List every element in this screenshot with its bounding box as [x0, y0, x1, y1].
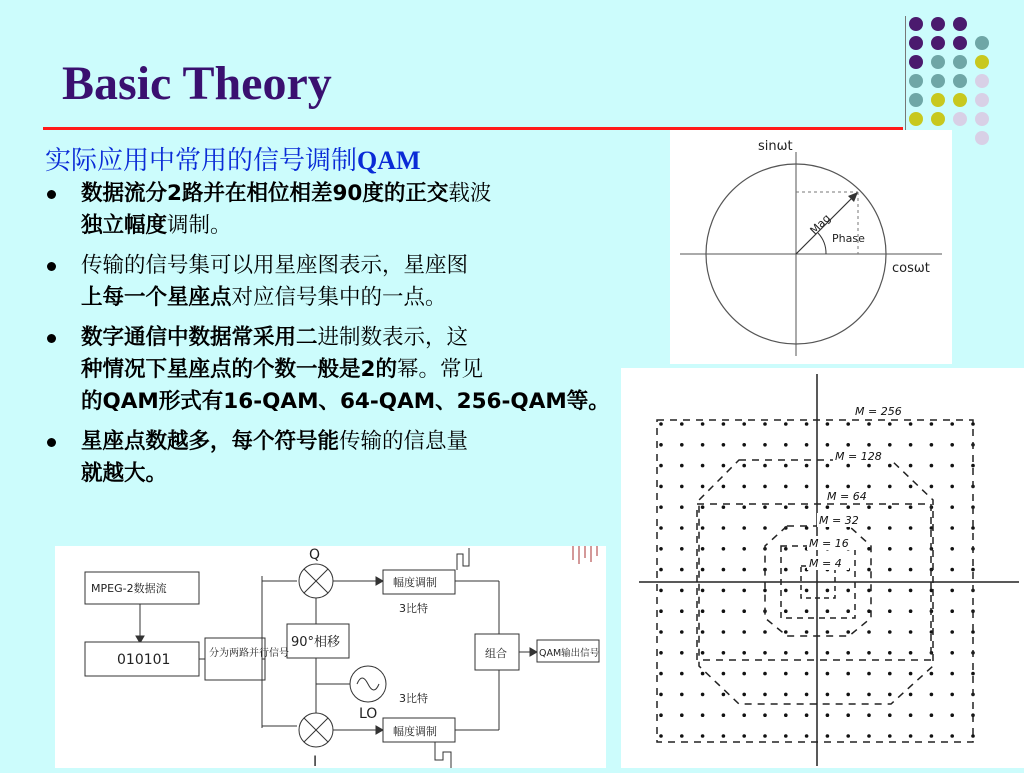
constellation-point: [701, 568, 705, 572]
cos-axis-label: cosωt: [892, 261, 930, 276]
bullet-item-2: [45, 250, 620, 314]
constellation-point: [805, 485, 809, 489]
constellation-point: [742, 651, 746, 655]
constellation-point: [867, 693, 871, 697]
constellation-point: [784, 485, 788, 489]
constellation-point: [805, 734, 809, 738]
constellation-point: [950, 422, 954, 426]
constellation-point: [826, 672, 830, 676]
constellation-point: [867, 734, 871, 738]
constellation-point: [909, 505, 913, 509]
constellation-point: [742, 589, 746, 593]
bullet-text: 就越大。: [81, 461, 168, 486]
constellation-point: [784, 422, 788, 426]
constellation-point: [846, 713, 850, 717]
constellation-point: [701, 443, 705, 447]
constellation-point: [950, 526, 954, 530]
constellation-point: [701, 734, 705, 738]
phase-arc: [818, 233, 826, 254]
decor-dot: [909, 17, 923, 31]
constellation-point: [867, 505, 871, 509]
constellation-point: [722, 422, 726, 426]
constellation-point: [867, 630, 871, 634]
constellation-point: [742, 547, 746, 551]
constellation-point: [680, 734, 684, 738]
constellation-point: [784, 505, 788, 509]
bullet-text: 数据流分2路并在相位相差90度的正交: [81, 181, 449, 206]
constellation-point: [680, 464, 684, 468]
constellation-point: [950, 630, 954, 634]
decor-dot: [953, 93, 967, 107]
constellation-point: [930, 443, 934, 447]
bullet-item-1: [45, 178, 620, 242]
constellation-point: [950, 547, 954, 551]
bullet-text: 进制数表示，这: [317, 325, 469, 350]
constellation-point: [784, 651, 788, 655]
bits-top-label: 3比特: [399, 602, 428, 615]
split-box-label: 分为两路并行信号: [209, 648, 289, 659]
label-m4: M = 4: [809, 557, 842, 570]
constellation-point: [826, 485, 830, 489]
constellation-point: [742, 672, 746, 676]
constellation-point: [867, 526, 871, 530]
constellation-point: [763, 651, 767, 655]
decor-dot: [975, 93, 989, 107]
decor-dot: [931, 36, 945, 50]
decor-dot: [975, 55, 989, 69]
constellation-point: [867, 713, 871, 717]
constellation-point: [971, 464, 975, 468]
boundary-m256: [657, 420, 973, 742]
constellation-point: [950, 443, 954, 447]
constellation-point: [742, 734, 746, 738]
amp-mod-top-label: 幅度调制: [393, 576, 437, 589]
phasor-diagram: [670, 130, 952, 364]
constellation-point: [971, 568, 975, 572]
constellation-point: [722, 630, 726, 634]
constellation-point: [950, 713, 954, 717]
constellation-point: [867, 651, 871, 655]
constellation-point: [763, 589, 767, 593]
constellation-point: [805, 464, 809, 468]
subtitle: [45, 140, 421, 177]
constellation-point: [805, 693, 809, 697]
constellation-point: [950, 589, 954, 593]
constellation-point: [888, 651, 892, 655]
constellation-point: [846, 443, 850, 447]
constellation-point: [950, 651, 954, 655]
decor-dot: [909, 74, 923, 88]
constellation-point: [701, 630, 705, 634]
constellation-point: [909, 672, 913, 676]
constellation-point: [826, 651, 830, 655]
bullet-list: [45, 178, 620, 498]
constellation-point: [680, 713, 684, 717]
decor-dot: [909, 36, 923, 50]
constellation-point: [701, 693, 705, 697]
constellation-point: [659, 630, 663, 634]
constellation-point: [659, 464, 663, 468]
bullet-text: 的QAM形式有16-QAM、64-QAM、256-QAM等。: [81, 389, 610, 414]
constellation-point: [846, 693, 850, 697]
label-m256: M = 256: [855, 405, 902, 418]
constellation-point: [805, 672, 809, 676]
constellation-point: [742, 568, 746, 572]
bullet-text: 传输的信息量: [339, 429, 469, 454]
constellation-point: [680, 693, 684, 697]
constellation-point: [742, 464, 746, 468]
constellation-point: [784, 713, 788, 717]
constellation-point: [763, 526, 767, 530]
constellation-point: [909, 630, 913, 634]
constellation-point: [680, 609, 684, 613]
constellation-point: [659, 609, 663, 613]
constellation-point: [888, 630, 892, 634]
decor-dot: [931, 112, 945, 126]
constellation-point: [909, 734, 913, 738]
constellation-point: [909, 609, 913, 613]
constellation-point: [680, 568, 684, 572]
mag-label: Mag: [807, 211, 834, 238]
constellation-point: [950, 609, 954, 613]
constellation-point: [909, 651, 913, 655]
constellation-point: [888, 589, 892, 593]
constellation-point: [722, 485, 726, 489]
constellation-point: [888, 734, 892, 738]
decor-dot: [931, 93, 945, 107]
label-m32: M = 32: [819, 514, 859, 527]
constellation-point: [722, 547, 726, 551]
constellation-point: [680, 526, 684, 530]
constellation-point: [763, 505, 767, 509]
decor-dot: [953, 55, 967, 69]
constellation-point: [742, 630, 746, 634]
constellation-point: [930, 693, 934, 697]
constellation-point: [763, 422, 767, 426]
constellation-point: [742, 609, 746, 613]
decor-dot: [909, 93, 923, 107]
bullet-text: 数字通信中数据常采用二: [81, 325, 318, 350]
constellation-point: [722, 609, 726, 613]
constellation-point: [784, 630, 788, 634]
constellation-point: [867, 485, 871, 489]
constellation-point: [950, 464, 954, 468]
bullet-text: 种情况下星座点的个数一般是2的: [81, 357, 397, 382]
constellation-point: [826, 609, 830, 613]
constellation-point: [659, 505, 663, 509]
constellation-point: [701, 713, 705, 717]
constellation-point: [950, 672, 954, 676]
constellation-point: [909, 485, 913, 489]
constellation-point: [867, 568, 871, 572]
vertical-divider: [905, 16, 906, 132]
constellation-point: [888, 672, 892, 676]
constellation-point: [722, 526, 726, 530]
constellation-point: [930, 734, 934, 738]
constellation-point: [867, 422, 871, 426]
constellation-point: [722, 505, 726, 509]
constellation-point: [722, 713, 726, 717]
constellation-point: [659, 547, 663, 551]
constellation-point: [659, 589, 663, 593]
constellation-point: [722, 589, 726, 593]
constellation-point: [701, 609, 705, 613]
bullet-item-4: [45, 426, 620, 490]
constellation-point: [909, 589, 913, 593]
decor-dot: [931, 17, 945, 31]
constellation-point: [846, 422, 850, 426]
constellation-point: [950, 485, 954, 489]
constellation-point: [701, 464, 705, 468]
constellation-point: [763, 734, 767, 738]
decor-dot: [931, 55, 945, 69]
constellation-point: [909, 464, 913, 468]
constellation-point: [784, 568, 788, 572]
constellation-point: [701, 589, 705, 593]
constellation-point: [742, 526, 746, 530]
constellation-point: [846, 651, 850, 655]
constellation-point: [826, 693, 830, 697]
constellation-point: [742, 693, 746, 697]
constellation-point: [659, 443, 663, 447]
constellation-point: [805, 443, 809, 447]
constellation-point: [742, 422, 746, 426]
subtitle-suffix: QAM: [357, 146, 421, 175]
constellation-point: [930, 672, 934, 676]
bullet-item-3: [45, 322, 620, 418]
constellation-point: [909, 422, 913, 426]
constellation-point: [950, 693, 954, 697]
constellation-point: [909, 713, 913, 717]
constellation-point: [763, 693, 767, 697]
constellation-point: [659, 693, 663, 697]
constellation-point: [722, 734, 726, 738]
constellation-point: [680, 630, 684, 634]
constellation-point: [763, 713, 767, 717]
constellation-point: [659, 568, 663, 572]
constellation-point: [805, 422, 809, 426]
bullet-text: 幂。常见: [396, 357, 483, 382]
bits-bottom-label: 3比特: [399, 692, 428, 705]
constellation-point: [867, 464, 871, 468]
bullet-text: 上每一个星座点: [81, 285, 232, 310]
constellation-point: [805, 630, 809, 634]
constellation-point: [742, 713, 746, 717]
constellation-point: [950, 505, 954, 509]
phase-shift-label: 90°相移: [291, 635, 341, 650]
constellation-point: [930, 422, 934, 426]
constellation-point: [701, 422, 705, 426]
bits-box-label: 010101: [117, 652, 171, 668]
constellation-point: [680, 422, 684, 426]
constellation-point: [659, 672, 663, 676]
constellation-point: [846, 464, 850, 468]
constellation-point: [659, 526, 663, 530]
slide-title: Basic Theory: [62, 57, 332, 110]
constellation-diagram: [621, 368, 1024, 768]
constellation-point: [680, 443, 684, 447]
constellation-point: [680, 672, 684, 676]
sin-axis-label: sinωt: [758, 139, 793, 154]
bullet-text: 传输的信号集可以用星座图表示，星座图: [81, 253, 469, 278]
output-label: QAM输出信号: [539, 648, 600, 659]
constellation-point: [826, 713, 830, 717]
constellation-point: [763, 485, 767, 489]
constellation-point: [846, 589, 850, 593]
constellation-point: [805, 713, 809, 717]
qam-block-diagram: [55, 546, 606, 768]
constellation-point: [888, 547, 892, 551]
label-m128: M = 128: [835, 450, 882, 463]
constellation-point: [680, 485, 684, 489]
decor-dot: [909, 55, 923, 69]
constellation-point: [742, 485, 746, 489]
constellation-point: [888, 693, 892, 697]
constellation-point: [701, 505, 705, 509]
decor-dot: [975, 36, 989, 50]
constellation-point: [826, 630, 830, 634]
phase-label: Phase: [832, 232, 865, 245]
constellation-point: [722, 672, 726, 676]
decor-dot: [953, 112, 967, 126]
constellation-point: [950, 734, 954, 738]
constellation-point: [846, 672, 850, 676]
constellation-point: [826, 443, 830, 447]
constellation-point: [784, 589, 788, 593]
constellation-point: [701, 526, 705, 530]
constellation-point: [826, 464, 830, 468]
constellation-point: [846, 734, 850, 738]
constellation-point: [826, 422, 830, 426]
q-label: Q: [309, 547, 321, 563]
decor-dot: [975, 74, 989, 88]
constellation-point: [680, 589, 684, 593]
constellation-point: [888, 505, 892, 509]
subtitle-prefix: 实际应用中常用的信号调制: [45, 146, 358, 176]
constellation-point: [722, 651, 726, 655]
constellation-point: [784, 609, 788, 613]
constellation-point: [680, 505, 684, 509]
constellation-point: [763, 443, 767, 447]
combine-label: 组合: [485, 647, 507, 660]
constellation-point: [722, 693, 726, 697]
constellation-point: [909, 693, 913, 697]
bullet-text: 星座点数越多，每个符号能: [81, 429, 340, 454]
constellation-point: [888, 526, 892, 530]
amp-mod-bottom-label: 幅度调制: [393, 725, 437, 738]
constellation-point: [867, 443, 871, 447]
constellation-point: [888, 568, 892, 572]
constellation-point: [805, 609, 809, 613]
constellation-point: [909, 547, 913, 551]
constellation-point: [742, 443, 746, 447]
constellation-point: [867, 672, 871, 676]
constellation-point: [971, 672, 975, 676]
constellation-point: [784, 443, 788, 447]
constellation-point: [888, 485, 892, 489]
decor-dot: [975, 131, 989, 145]
constellation-point: [805, 651, 809, 655]
constellation-point: [722, 443, 726, 447]
decor-dot: [909, 112, 923, 126]
constellation-point: [722, 568, 726, 572]
constellation-point: [888, 422, 892, 426]
constellation-point: [846, 505, 850, 509]
constellation-point: [784, 547, 788, 551]
constellation-point: [909, 443, 913, 447]
constellation-point: [909, 526, 913, 530]
constellation-point: [805, 589, 809, 593]
constellation-point: [846, 630, 850, 634]
constellation-point: [950, 568, 954, 572]
constellation-point: [784, 734, 788, 738]
constellation-point: [659, 485, 663, 489]
constellation-point: [763, 630, 767, 634]
decor-dot: [953, 36, 967, 50]
bullet-text: 载波: [448, 181, 492, 206]
lo-label: LO: [359, 706, 378, 722]
constellation-point: [701, 547, 705, 551]
label-m16: M = 16: [809, 537, 849, 550]
constellation-point: [763, 672, 767, 676]
bullet-text: 独立幅度: [81, 213, 168, 238]
constellation-point: [909, 568, 913, 572]
constellation-point: [826, 589, 830, 593]
constellation-point: [659, 734, 663, 738]
constellation-point: [888, 609, 892, 613]
constellation-point: [930, 485, 934, 489]
constellation-point: [930, 713, 934, 717]
decor-dot: [975, 112, 989, 126]
decor-dot: [953, 17, 967, 31]
constellation-point: [659, 713, 663, 717]
constellation-point: [701, 651, 705, 655]
constellation-point: [784, 464, 788, 468]
constellation-point: [680, 547, 684, 551]
constellation-point: [888, 464, 892, 468]
constellation-point: [659, 422, 663, 426]
bullet-text: 对应信号集中的一点。: [231, 285, 447, 310]
constellation-point: [763, 464, 767, 468]
constellation-point: [826, 734, 830, 738]
label-m64: M = 64: [827, 490, 867, 503]
constellation-point: [930, 464, 934, 468]
constellation-point: [701, 672, 705, 676]
constellation-point: [680, 651, 684, 655]
constellation-point: [722, 464, 726, 468]
constellation-point: [784, 693, 788, 697]
constellation-point: [701, 485, 705, 489]
constellation-point: [888, 713, 892, 717]
constellation-point: [846, 485, 850, 489]
constellation-point: [805, 505, 809, 509]
constellation-point: [742, 505, 746, 509]
constellation-point: [659, 651, 663, 655]
mpeg-box-label: MPEG-2数据流: [91, 582, 167, 595]
decor-dot: [953, 74, 967, 88]
constellation-point: [888, 443, 892, 447]
decor-dot: [931, 74, 945, 88]
constellation-point: [826, 505, 830, 509]
constellation-point: [846, 609, 850, 613]
i-label: I: [313, 754, 318, 768]
bullet-text: 调制。: [167, 213, 232, 238]
constellation-point: [784, 672, 788, 676]
